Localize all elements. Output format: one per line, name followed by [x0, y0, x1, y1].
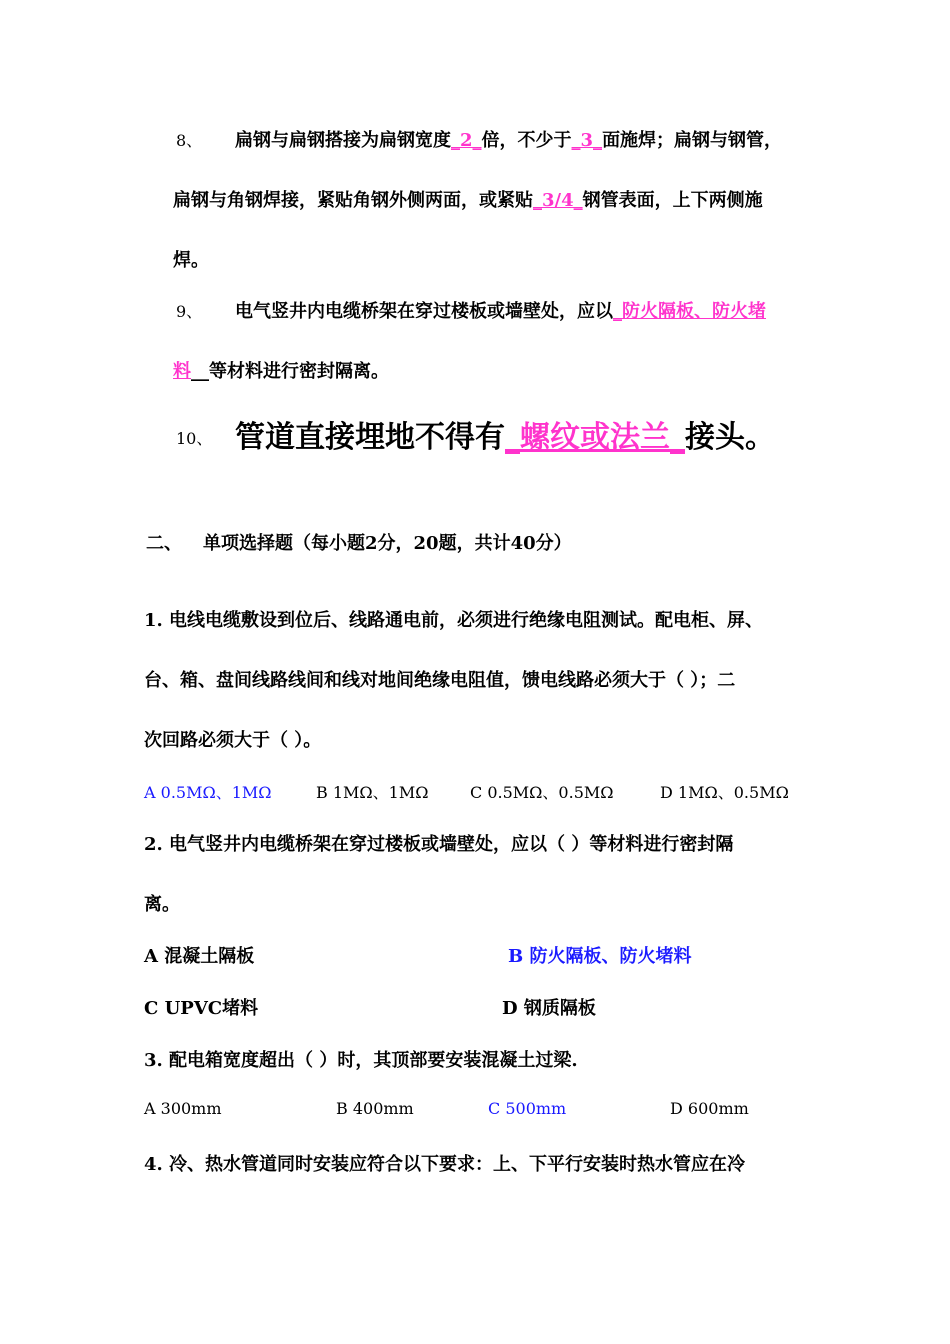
mc-q3-option-a: A 300mm [144, 1099, 222, 1118]
mc-q1-option-c: C 0.5MΩ、0.5MΩ [470, 783, 614, 802]
mc-q3-option-d: D 600mm [670, 1099, 749, 1118]
q9-line-2 [173, 357, 389, 383]
q8-text-1b: 倍，不少于 [481, 130, 572, 151]
mc-q1-line-2: 台、箱、盘间线路线间和线对地间绝缘电阻值，馈电线路必须大于（ ）；二 [144, 670, 736, 691]
q9-number: 9、 [176, 302, 203, 321]
mc-q1-line-1: 1. 电线电缆敷设到位后、线路通电前，必须进行绝缘电阻测试。配电柜、屏、 [144, 610, 764, 631]
mc-q1-option-d: D 1MΩ、0.5MΩ [660, 783, 789, 802]
q9-text-2b: __等材料进行密封隔离。 [191, 361, 389, 382]
mc-q1-option-b: B 1MΩ、1MΩ [316, 783, 429, 802]
q10-line [235, 412, 775, 456]
q10-text-b: 接头。 [685, 420, 775, 455]
mc-q3-option-b: B 400mm [336, 1099, 414, 1118]
q9-text-1a: 电气竖井内电缆桥架在穿过楼板或墙壁处，应以 [235, 301, 613, 322]
mc-q4-line-1: 4. 冷、热水管道同时安装应符合以下要求：上、下平行安装时热水管应在冷 [144, 1154, 746, 1175]
mc-q1-line-3: 次回路必须大于（ ）。 [144, 730, 322, 751]
mc-q1-option-a: A 0.5MΩ、1MΩ [144, 783, 272, 802]
mc-q2-line-2: 离。 [144, 894, 180, 915]
section-2-title: 单项选择题（每小题2分，20题，共计40分） [203, 533, 572, 554]
mc-q3-line-1: 3. 配电箱宽度超出（ ）时，其顶部要安装混凝土过梁. [144, 1050, 578, 1071]
q8-line-1 [235, 126, 782, 152]
q10-text-a: 管道直接埋地不得有 [235, 420, 505, 455]
q9-answer-2: 料 [173, 361, 191, 382]
q8-text-1c: 面施焊；扁钢与钢管， [602, 130, 783, 151]
q8-text-1a: 扁钢与扁钢搭接为扁钢宽度 [235, 130, 451, 151]
q8-answer-1: _2_ [451, 130, 482, 151]
q9-line-1 [235, 297, 766, 323]
q9-answer-1: _防火隔板、防火堵 [613, 301, 766, 322]
mc-q3-option-c: C 500mm [488, 1099, 567, 1118]
q8-text-2a: 扁钢与角钢焊接，紧贴角钢外侧两面，或紧贴 [173, 190, 533, 211]
q10-number: 10、 [176, 429, 213, 448]
q10-answer: _螺纹或法兰_ [505, 420, 685, 455]
mc-q2-line-1: 2. 电气竖井内电缆桥架在穿过楼板或墙壁处，应以（ ）等材料进行密封隔 [144, 834, 734, 855]
q8-text-2b: 钢管表面，上下两侧施 [582, 190, 763, 211]
q8-number: 8、 [176, 131, 203, 150]
q8-answer-3: _3/4_ [533, 190, 583, 211]
section-2-number: 二、 [146, 533, 182, 554]
mc-q2-option-b: B 防火隔板、防火堵料 [508, 946, 692, 967]
mc-q2-option-a: A 混凝土隔板 [144, 946, 255, 967]
mc-q2-option-c: C UPVC堵料 [144, 998, 259, 1019]
q8-answer-2: _3_ [571, 130, 603, 151]
mc-q2-option-d: D 钢质隔板 [502, 998, 596, 1019]
q8-line-2 [173, 186, 763, 212]
q8-line-3: 焊。 [173, 250, 209, 271]
